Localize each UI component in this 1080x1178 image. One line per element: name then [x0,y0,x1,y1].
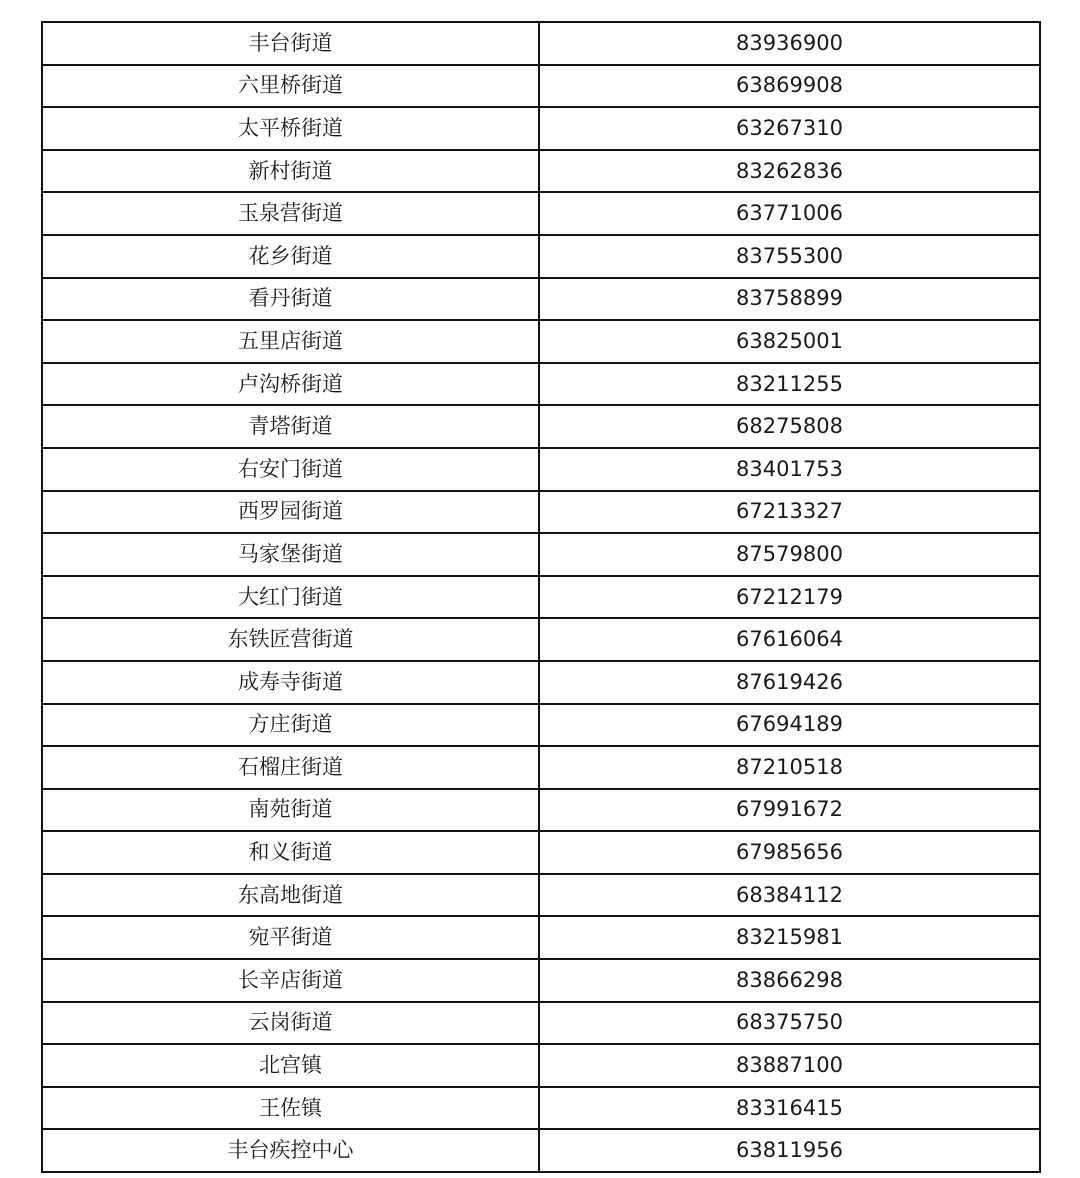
phone-number-cell: 87619426 [539,661,1040,704]
phone-number-cell: 67991672 [539,789,1040,832]
district-name-cell: 东高地街道 [42,874,539,917]
phone-number-cell: 67616064 [539,618,1040,661]
table-row [42,959,1040,1002]
table-row [42,65,1040,108]
phone-number-cell: 67213327 [539,491,1040,534]
table-row [42,107,1040,150]
phone-number-cell: 83866298 [539,959,1040,1002]
phone-number-cell: 83316415 [539,1087,1040,1130]
phone-number-cell: 68275808 [539,405,1040,448]
table-row [42,789,1040,832]
district-name-cell: 新村街道 [42,150,539,193]
table-row [42,1044,1040,1087]
table-row [42,235,1040,278]
district-name-cell: 青塔街道 [42,405,539,448]
table-row [42,150,1040,193]
table-row [42,491,1040,534]
table-row [42,576,1040,619]
district-name-cell: 玉泉营街道 [42,192,539,235]
phone-number-cell: 87579800 [539,533,1040,576]
table-row [42,320,1040,363]
district-name-cell: 和义街道 [42,831,539,874]
phone-number-cell: 63811956 [539,1129,1040,1172]
table-row [42,448,1040,491]
phone-number-cell: 83262836 [539,150,1040,193]
contact-table [41,21,1041,1173]
phone-number-cell: 83758899 [539,278,1040,321]
district-name-cell: 六里桥街道 [42,65,539,108]
table-row [42,1087,1040,1130]
phone-number-cell: 67694189 [539,704,1040,747]
table-body [42,22,1040,1172]
table-row [42,1002,1040,1045]
phone-number-cell: 83887100 [539,1044,1040,1087]
district-name-cell: 云岗街道 [42,1002,539,1045]
district-name-cell: 看丹街道 [42,278,539,321]
district-name-cell: 大红门街道 [42,576,539,619]
table-row [42,363,1040,406]
phone-number-cell: 63869908 [539,65,1040,108]
table-row [42,874,1040,917]
phone-number-cell: 83211255 [539,363,1040,406]
district-name-cell: 丰台疾控中心 [42,1129,539,1172]
district-name-cell: 五里店街道 [42,320,539,363]
table-row [42,278,1040,321]
table-row [42,533,1040,576]
table-row [42,192,1040,235]
district-name-cell: 丰台街道 [42,22,539,65]
district-name-cell: 方庄街道 [42,704,539,747]
district-name-cell: 太平桥街道 [42,107,539,150]
table-row [42,916,1040,959]
table-row [42,405,1040,448]
phone-number-cell: 67985656 [539,831,1040,874]
table-row [42,22,1040,65]
table-row [42,831,1040,874]
district-name-cell: 马家堡街道 [42,533,539,576]
phone-number-cell: 83755300 [539,235,1040,278]
phone-number-cell: 63267310 [539,107,1040,150]
table-row [42,1129,1040,1172]
district-name-cell: 宛平街道 [42,916,539,959]
phone-number-cell: 68375750 [539,1002,1040,1045]
district-name-cell: 长辛店街道 [42,959,539,1002]
district-name-cell: 北宫镇 [42,1044,539,1087]
table-row [42,661,1040,704]
district-name-cell: 成寿寺街道 [42,661,539,704]
district-name-cell: 卢沟桥街道 [42,363,539,406]
phone-number-cell: 83936900 [539,22,1040,65]
phone-number-cell: 87210518 [539,746,1040,789]
district-name-cell: 王佐镇 [42,1087,539,1130]
district-name-cell: 东铁匠营街道 [42,618,539,661]
phone-number-cell: 63771006 [539,192,1040,235]
district-name-cell: 右安门街道 [42,448,539,491]
district-name-cell: 石榴庄街道 [42,746,539,789]
table-row [42,618,1040,661]
phone-number-cell: 68384112 [539,874,1040,917]
phone-number-cell: 63825001 [539,320,1040,363]
district-name-cell: 花乡街道 [42,235,539,278]
phone-number-cell: 67212179 [539,576,1040,619]
district-name-cell: 南苑街道 [42,789,539,832]
district-name-cell: 西罗园街道 [42,491,539,534]
phone-number-cell: 83401753 [539,448,1040,491]
phone-number-cell: 83215981 [539,916,1040,959]
table-row [42,704,1040,747]
table-row [42,746,1040,789]
